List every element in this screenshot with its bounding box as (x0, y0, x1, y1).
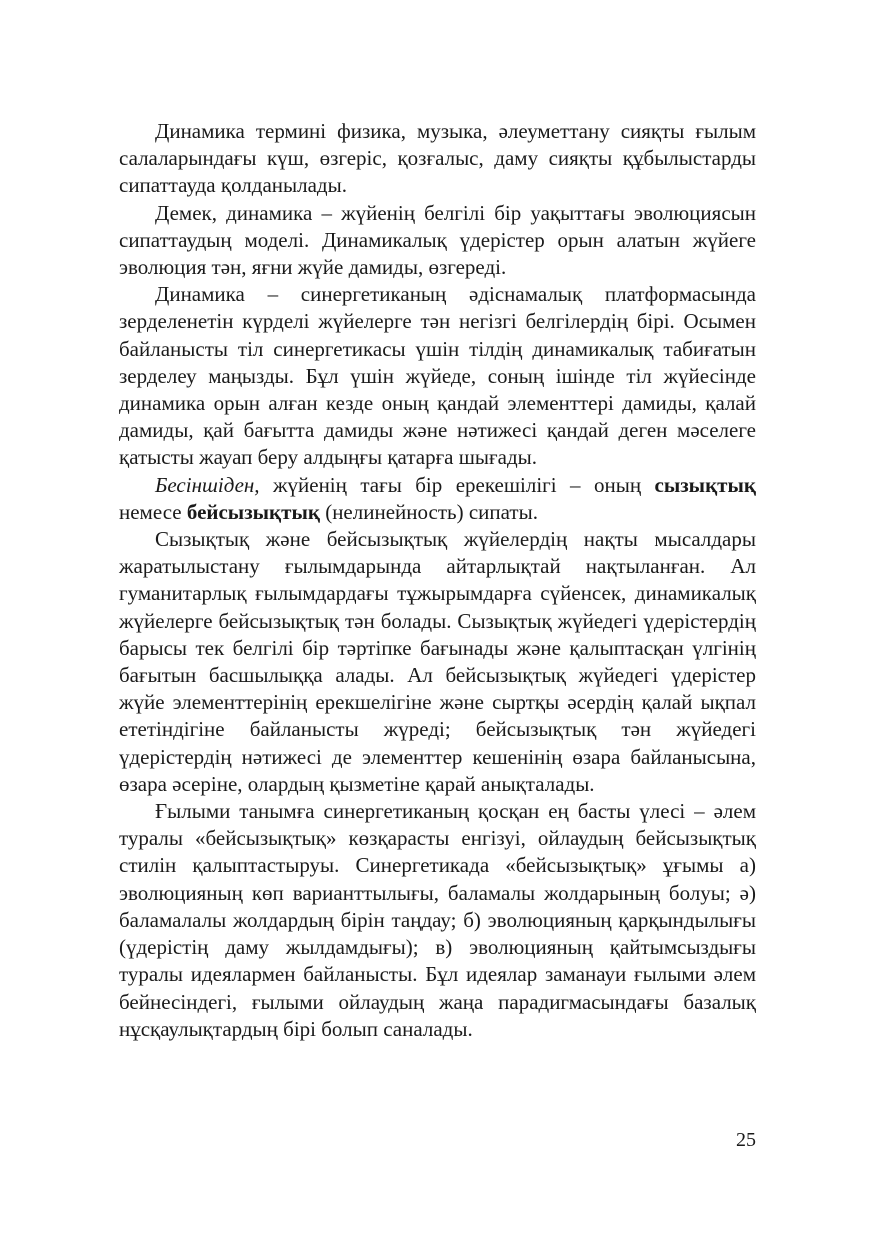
paragraph: Динамика термині физика, музыка, әлеуметтану сияқты ғылым салаларындағы күш, өзгеріс, қозғалыс, даму сияқты құбылыстарды сипаттауда қолданылады. (119, 119, 756, 198)
bold-term: бейсызықтық (186, 499, 320, 524)
paragraph: Динамика – синергетиканың әдіснамалық платформасында зерделенетін күрделі жүйелерге тән негізгі белгілердің бірі. Осымен байланысты тіл синергетикасы үшін тілдің динамикалық табиғатын зерделеу маңызды. Бұл үшін жүйеде, соның ішінде тіл жүйесінде динамика орын алған кезде оның қандай элементтері дамиды, қалай дамиды, қай бағытта дамиды және нәтижесі қандай деген мәселеге қатысты жауап беру алдыңғы қатарға шығады. (119, 282, 756, 470)
paragraph (119, 472, 756, 526)
text-span: жүйенің тағы бір ерекешілігі – оның (259, 472, 655, 497)
italic-lead: Бесіншіден, (155, 472, 260, 497)
body-text (119, 118, 756, 1043)
text-span: немесе (119, 499, 187, 524)
paragraph: Демек, динамика – жүйенің белгілі бір уақыттағы эволюциясын сипаттаудың моделі. Динамикалық үдерістер орын алатын жүйеге эволюция тән, яғни жүйе дамиды, өзгереді. (119, 200, 756, 280)
bold-term: сызықтық (654, 472, 756, 497)
page-number: 25 (736, 1129, 756, 1151)
text-span: (нелинейность) сипаты. (319, 499, 538, 524)
paragraph: Ғылыми танымға синергетиканың қосқан ең басты үлесі – әлем туралы «бейсызықтық» көзқарасты енгізуі, ойлаудың бейсызықтық стилін қалыптастыруы. Синергетикада «бейсызықтық» ұғымы а) эволюцияның көп варианттылығы, баламалы жолдарының болуы; ә) баламалалы жолдардың бірін таңдау; б) эволюцияның қарқындылығы (үдерістің даму жылдамдығы); в) эволюцияның қайтымсыздығы туралы идеялармен байланысты. Бұл идеялар заманауи ғылыми әлем бейнесіндегі, ғылыми ойлаудың жаңа парадигмасындағы базалық нұсқаулықтардың бірі болып саналады. (119, 799, 756, 1041)
paragraph: Сызықтық және бейсызықтық жүйелердің нақты мысалдары жаратылыстану ғылымдарында айтарлықтай нақтыланған. Ал гуманитарлық ғылымдардағы тұжырымдарға сүйенсек, динамикалық жүйелерге бейсызықтық тән болады. Сызықтық жүйедегі үдерістердің барысы тек белгілі бір тәртіпке бағынады және қалыптасқан үлгінің бағытын басшылыққа алады. Ал бейсызықтық жүйедегі үдерістер жүйе элементтерінің ерекшелігіне және сыртқы әсердің қалай ықпал ететіндігіне байланысты жүреді; бейсызықтық тән жүйедегі үдерістердің нәтижесі де элементтер кешенінің өзара байланысына, өзара әсеріне, олардың қызметіне қарай анықталады. (119, 527, 756, 796)
